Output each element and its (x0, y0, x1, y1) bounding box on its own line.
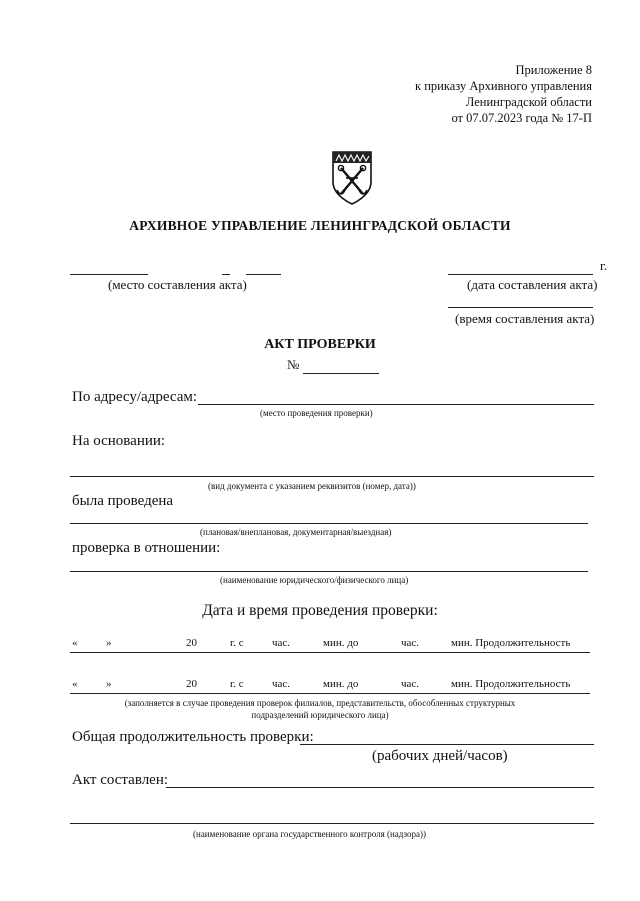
appendix-header (415, 62, 592, 126)
quote-close: » (106, 637, 112, 649)
place-line (222, 274, 230, 275)
datetime-heading: Дата и время проведения проверки: (202, 602, 438, 619)
authority-line (70, 823, 594, 824)
number-sign: № (287, 357, 300, 372)
address-caption: (место проведения проверки) (260, 408, 373, 418)
datetime-line (70, 652, 590, 653)
time-caption: (время составления акта) (455, 311, 595, 326)
conducted-line (70, 523, 588, 524)
appendix-line: Ленинградской области (465, 95, 592, 109)
year-prefix: 20 (186, 678, 197, 690)
branch-caption: (заполняется в случае проведения проверок филиалов, представительств, обособленных структурных (124, 698, 516, 708)
time-line (448, 307, 593, 308)
quote-close: » (106, 678, 112, 690)
duration-label: мин. Продолжительность (451, 678, 571, 690)
authority-caption: (наименование органа государственного контроля (надзора)) (193, 829, 426, 839)
hours-label: час. (272, 678, 291, 690)
place-line (246, 274, 281, 275)
year-suffix: г. (600, 258, 608, 273)
appendix-line: Приложение 8 (515, 63, 592, 77)
year-prefix: 20 (186, 637, 197, 649)
quote-open: « (72, 637, 78, 649)
act-title: АКТ ПРОВЕРКИ (264, 337, 376, 352)
subject-line (70, 571, 588, 572)
date-caption: (дата составления акта) (467, 277, 598, 292)
branch-caption: подразделений юридического лица) (251, 710, 389, 720)
place-caption: (место составления акта) (108, 277, 247, 292)
from-label: г. с (230, 678, 244, 690)
datetime-line (70, 693, 590, 694)
subject-caption: (наименование юридического/физического лица) (220, 575, 409, 585)
basis-caption: (вид документа с указанием реквизитов (номер, дата)) (208, 481, 416, 491)
organization-title: АРХИВНОЕ УПРАВЛЕНИЕ ЛЕНИНГРАДСКОЙ ОБЛАСТИ (129, 218, 511, 233)
subject-label: проверка в отношении: (72, 540, 221, 556)
coat-of-arms-emblem (330, 150, 374, 211)
address-label: По адресу/адресам: (72, 389, 198, 405)
address-line (198, 404, 594, 405)
compiled-label: Акт составлен: (72, 772, 169, 788)
place-line (70, 274, 148, 275)
quote-open: « (72, 678, 78, 690)
min-to-label: мин. до (323, 678, 359, 690)
total-duration-line (300, 744, 594, 745)
duration-label: мин. Продолжительность (451, 637, 571, 649)
hours-label: час. (401, 637, 420, 649)
compiled-line (166, 787, 594, 788)
number-line (303, 373, 379, 374)
conducted-label: была проведена (72, 493, 174, 509)
workdays-caption: (рабочих дней/часов) (372, 748, 508, 764)
hours-label: час. (401, 678, 420, 690)
conducted-caption: (плановая/внеплановая, документарная/выездная) (200, 527, 392, 537)
date-line (448, 274, 593, 275)
basis-label: На основании: (72, 433, 166, 449)
basis-line (70, 476, 594, 477)
hours-label: час. (272, 637, 291, 649)
appendix-line: от 07.07.2023 года № 17-П (451, 111, 592, 125)
appendix-line: к приказу Архивного управления (415, 79, 592, 93)
total-duration-label: Общая продолжительность проверки: (72, 729, 314, 745)
from-label: г. с (230, 637, 244, 649)
min-to-label: мин. до (323, 637, 359, 649)
